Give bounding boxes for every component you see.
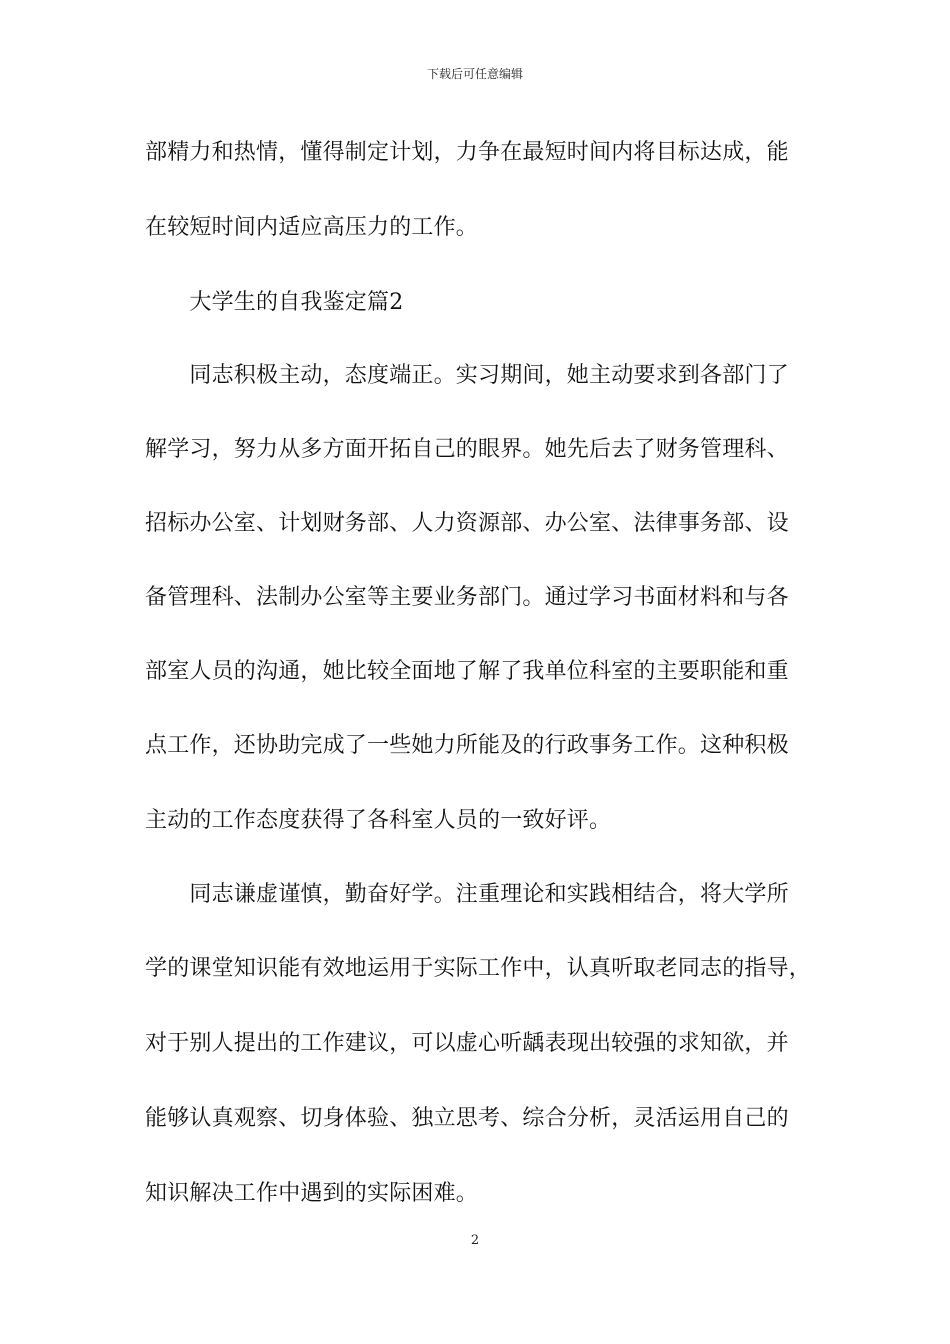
body-line: 招标办公室、计划财务部、人力资源部、办公室、法律事务部、设 — [145, 511, 789, 536]
body-line: 点工作，还协助完成了一些她力所能及的行政事务工作。这种积极 — [145, 733, 789, 758]
body-line: 备管理科、法制办公室等主要业务部门。通过学习书面材料和与各 — [145, 585, 789, 610]
body-line: 在较短时间内适应高压力的工作。 — [145, 215, 479, 240]
body-line: 同志谦虚谨慎，勤奋好学。注重理论和实践相结合，将大学所 — [145, 882, 789, 907]
body-line: 解学习，努力从多方面开拓自己的眼界。她先后去了财务管理科、 — [145, 437, 789, 462]
body-line: 知识解决工作中遇到的实际困难。 — [145, 1181, 479, 1206]
body-line: 部室人员的沟通，她比较全面地了解了我单位科室的主要职能和重 — [145, 659, 789, 684]
page-header: 下载后可任意编辑 — [426, 67, 523, 81]
body-line: 能够认真观察、切身体验、独立思考、综合分析，灵活运用自己的 — [145, 1106, 789, 1131]
body-line: 对于别人提出的工作建议，可以虚心听龋表现出较强的求知欲，并 — [145, 1031, 789, 1056]
body-line: 同志积极主动，态度端正。实习期间，她主动要求到各部门了 — [145, 363, 789, 388]
body-line: 学的课堂知识能有效地运用于实际工作中，认真听取老同志的指导， — [145, 956, 812, 981]
section-heading: 大学生的自我鉴定篇2 — [145, 290, 404, 315]
body-line: 部精力和热情，懂得制定计划，力争在最短时间内将目标达成，能 — [145, 140, 789, 165]
page-number: 2 — [470, 1233, 480, 1248]
body-line: 主动的工作态度获得了各科室人员的一致好评。 — [145, 808, 612, 833]
